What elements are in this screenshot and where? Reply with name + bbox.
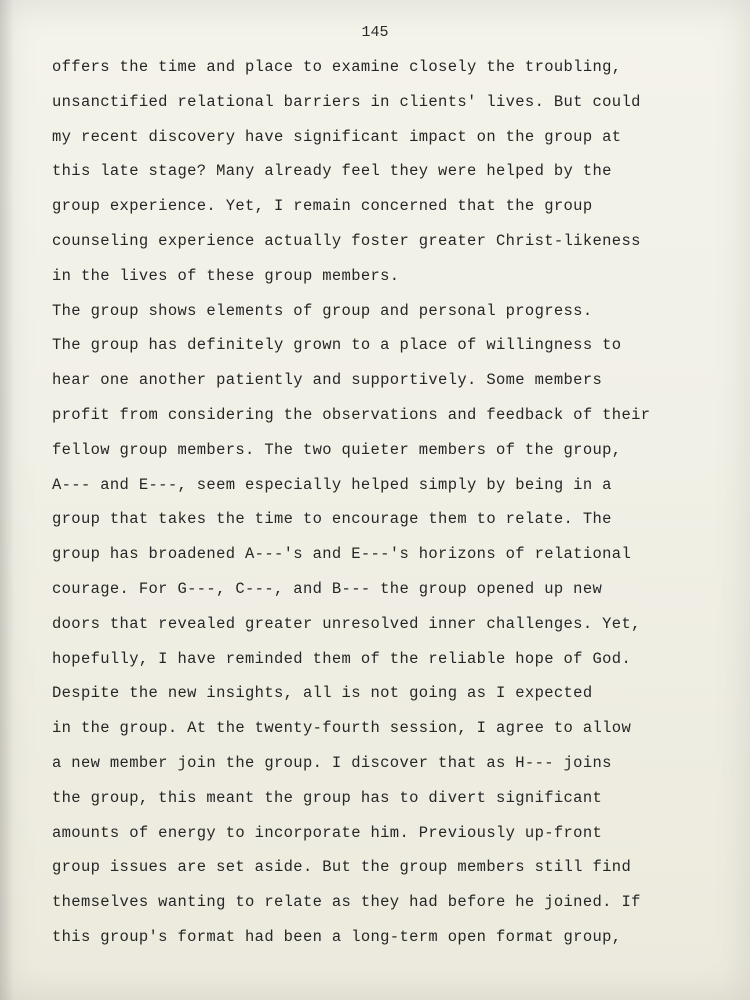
text-line: amounts of energy to incorporate him. Previously up-front bbox=[52, 823, 603, 842]
text-line: fellow group members. The two quieter members of the group, bbox=[52, 440, 622, 459]
text-line: in the lives of these group members. bbox=[52, 266, 400, 285]
text-line: this late stage? Many already feel they were helped by the bbox=[52, 162, 612, 181]
text-line: unsanctified relational barriers in clients' lives. But could bbox=[52, 92, 641, 111]
text-line: offers the time and place to examine closely the troubling, bbox=[52, 58, 622, 76]
text-line: this group's format had been a long-term open format group, bbox=[52, 927, 622, 946]
text-line: The group shows elements of group and personal progress. bbox=[52, 301, 593, 320]
text-line: profit from considering the observations and feedback of their bbox=[52, 405, 651, 424]
text-line: group experience. Yet, I remain concerned that the group bbox=[52, 197, 593, 216]
text-line: themselves wanting to relate as they had before he joined. If bbox=[52, 893, 641, 912]
text-line: hear one another patiently and supportively. Some members bbox=[52, 371, 603, 390]
text-line: group that takes the time to encourage them to relate. The bbox=[52, 510, 612, 529]
text-line: my recent discovery have significant impact on the group at bbox=[52, 127, 622, 146]
text-line: The group has definitely grown to a place of willingness to bbox=[52, 336, 622, 355]
text-line: hopefully, I have reminded them of the reliable hope of God. bbox=[52, 649, 632, 668]
text-line: A--- and E---, seem especially helped simply by being in a bbox=[52, 475, 612, 494]
text-line: doors that revealed greater unresolved inner challenges. Yet, bbox=[52, 614, 641, 633]
text-line: the group, this meant the group has to divert significant bbox=[52, 788, 603, 807]
text-line: group issues are set aside. But the group members still find bbox=[52, 858, 632, 877]
text-line: group has broadened A---'s and E---'s horizons of relational bbox=[52, 545, 632, 564]
text-line: counseling experience actually foster greater Christ-likeness bbox=[52, 231, 641, 250]
page-number: 145 bbox=[361, 24, 389, 41]
text-line: a new member join the group. I discover that as H--- joins bbox=[52, 753, 612, 772]
text-line: courage. For G---, C---, and B--- the group opened up new bbox=[52, 579, 603, 598]
text-line: in the group. At the twenty-fourth session, I agree to allow bbox=[52, 719, 632, 738]
body-text bbox=[52, 50, 692, 955]
text-line: Despite the new insights, all is not going as I expected bbox=[52, 684, 593, 703]
